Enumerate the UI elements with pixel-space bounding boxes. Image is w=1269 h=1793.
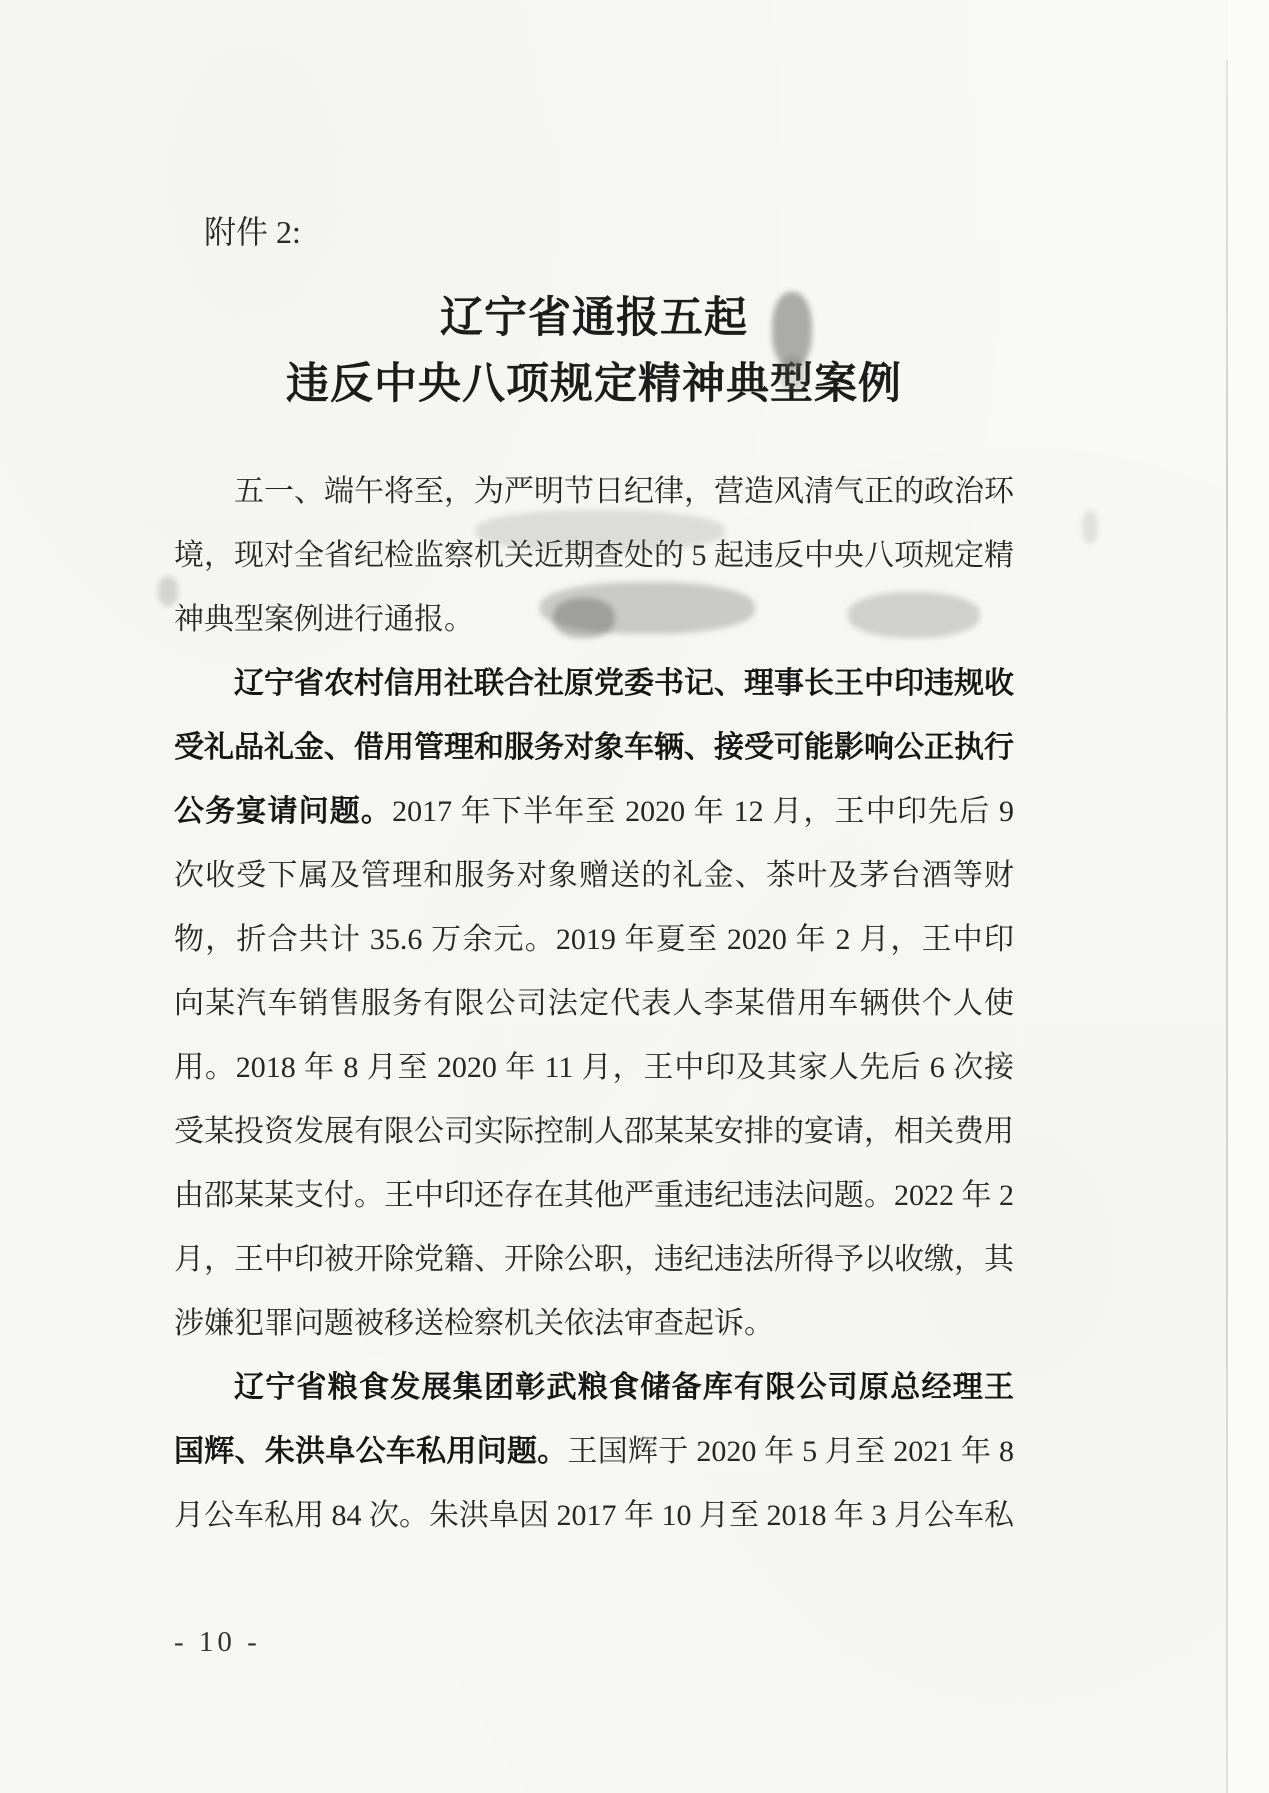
body-line [174,1420,1014,1484]
body-line-text: 向某汽车销售服务有限公司法定代表人李某借用车辆供个人使 [174,987,1014,1020]
document-title [174,286,1014,418]
scan-right-strip [1228,0,1269,1793]
body-line [174,588,1014,652]
body-line-text: 用。2018 年 8 月至 2020 年 11 月，王中印及其家人先后 6 次接 [174,1051,1014,1084]
body-line-bold: 国辉、朱洪阜公车私用问题。 [174,1435,568,1468]
body-line-text: 涉嫌犯罪问题被移送检察机关依法审查起诉。 [174,1307,774,1340]
body-line [174,524,1014,588]
body-line-text: 神典型案例进行通报。 [174,603,474,636]
body-line [174,1484,1014,1548]
body-line-text: 五一、端午将至，为严明节日纪律，营造风清气正的政治环 [234,475,1014,508]
body-line [174,652,1014,716]
body-line [174,716,1014,780]
body-line [174,972,1014,1036]
body-line [174,1228,1014,1292]
body-line [174,908,1014,972]
body-line [174,844,1014,908]
body-line [174,780,1014,844]
body-line-bold: 辽宁省农村信用社联合社原党委书记、理事长王中印违规收 [234,667,1014,700]
body-line-text: 次收受下属及管理和服务对象赠送的礼金、茶叶及茅台酒等财 [174,859,1014,892]
body-line-bold: 受礼品礼金、借用管理和服务对象车辆、接受可能影响公正执行 [174,731,1014,764]
body-line-text: 受某投资发展有限公司实际控制人邵某某安排的宴请，相关费用 [174,1115,1014,1148]
scan-artifact [1082,510,1098,544]
body-line [174,1100,1014,1164]
body-line-text: 月公车私用 84 次。朱洪阜因 2017 年 10 月至 2018 年 3 月公车私 [174,1499,1014,1532]
attachment-label: 附件 2: [204,214,301,250]
body-line [174,1292,1014,1356]
document-title-line2: 违反中央八项规定精神典型案例 [286,361,902,408]
body-line-bold: 公务宴请问题。 [174,795,393,828]
document-title-line1: 辽宁省通报五起 [440,295,748,342]
body-line-bold: 辽宁省粮食发展集团彰武粮食储备库有限公司原总经理王 [234,1371,1014,1404]
body-line-text: 月，王中印被开除党籍、开除公职，违纪违法所得予以收缴，其 [174,1243,1014,1276]
body-line [174,1164,1014,1228]
body-line-text: 由邵某某支付。王中印还存在其他严重违纪违法问题。2022 年 2 [174,1179,1014,1212]
body-line [174,1356,1014,1420]
body-line-text: 境，现对全省纪检监察机关近期查处的 5 起违反中央八项规定精 [174,539,1014,572]
document-body [174,460,1014,1548]
page-number: - 10 - [174,1626,261,1658]
body-line [174,460,1014,524]
body-line-text: 2017 年下半年至 2020 年 12 月，王中印先后 9 [392,795,1015,828]
scan-edge-line [1226,60,1228,1793]
body-line-text: 王国辉于 2020 年 5 月至 2021 年 8 [567,1435,1015,1468]
body-line-text: 物，折合共计 35.6 万余元。2019 年夏至 2020 年 2 月，王中印 [174,923,1014,956]
body-line [174,1036,1014,1100]
